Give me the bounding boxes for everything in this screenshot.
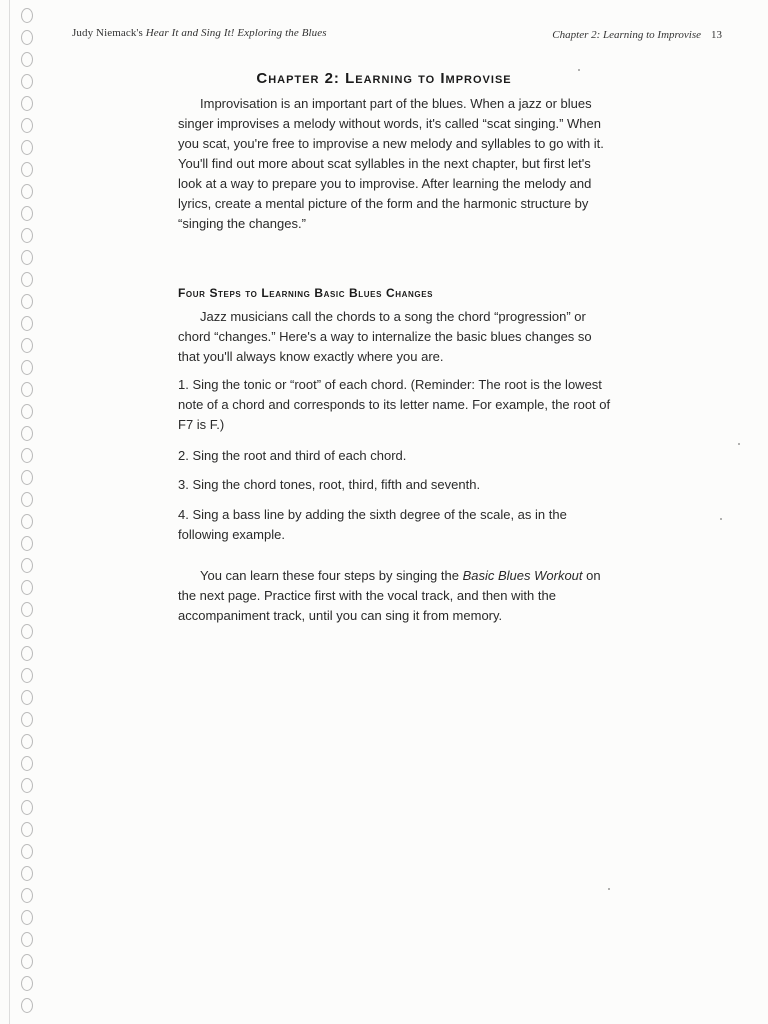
binding-hole: [21, 690, 33, 705]
binding-hole: [21, 646, 33, 661]
binding-hole: [21, 668, 33, 683]
header-book-name: Hear It and Sing It! Exploring the Blues: [145, 27, 327, 39]
chapter-title: Chapter 2: Learning to Improvise: [256, 70, 512, 87]
binding-hole: [21, 360, 33, 375]
binding-hole: [21, 866, 33, 881]
binding-hole: [21, 206, 33, 221]
binding-hole: [21, 404, 33, 419]
binding-hole: [21, 558, 33, 573]
binding-hole: [21, 272, 33, 287]
binding-hole: [21, 96, 33, 111]
binding-hole: [21, 536, 33, 551]
binding-hole: [21, 954, 33, 969]
binding-hole: [21, 910, 33, 925]
binding-hole: [21, 8, 33, 23]
binding-hole: [21, 800, 33, 815]
binding-hole: [21, 844, 33, 859]
binding-hole: [21, 492, 33, 507]
binding-hole: [21, 294, 33, 309]
header-author: Judy Niemack's: [72, 27, 146, 39]
binding-hole: [21, 976, 33, 991]
running-header: [72, 24, 722, 44]
binding-hole: [21, 734, 33, 749]
step-4: 4. Sing a bass line by adding the sixth degree of the scale, as in the following example.: [178, 507, 567, 542]
scan-speck: [578, 69, 580, 71]
header-chapter: [552, 29, 722, 41]
closing-text-end: on the next page. Practice first with the vocal track, and then with the accompaniment track, until you can sing it from memory.: [178, 568, 601, 623]
binding-hole: [21, 514, 33, 529]
binding-hole: [21, 30, 33, 45]
binding-hole: [21, 140, 33, 155]
intro-paragraph: Improvisation is an important part of the blues. When a jazz or blues singer improvises a melody without words, it's called “scat singing.” When you scat, you're free to improvise a new melody and syllables to go with it. You'll find out more about scat syllables in the next chapter, but first let's look at a way to prepare you to improvise. After learning the melody and lyrics, create a mental picture of the form and the harmonic structure by “singing the changes.”: [178, 96, 604, 231]
binding-hole: [21, 470, 33, 485]
step-1: 1. Sing the tonic or “root” of each chord. (Reminder: The root is the lowest note of a chord and corresponds to its letter name. For example, the root of F7 is F.): [178, 377, 611, 432]
binding-hole: [21, 184, 33, 199]
binding-hole: [21, 228, 33, 243]
binding-hole: [21, 998, 33, 1013]
header-book-title: [72, 27, 327, 39]
page-number: 13: [711, 29, 722, 41]
binding-hole: [21, 426, 33, 441]
binding-hole: [21, 712, 33, 727]
section-heading: Four Steps to Learning Basic Blues Changes: [178, 286, 434, 300]
binding-hole: [21, 338, 33, 353]
binding-hole: [21, 52, 33, 67]
binding-hole: [21, 382, 33, 397]
scan-speck: [720, 518, 722, 520]
binding-hole: [21, 932, 33, 947]
binding-hole: [21, 756, 33, 771]
closing-paragraph: [178, 566, 613, 626]
basic-blues-workout-title: Basic Blues Workout: [462, 568, 583, 583]
binding-hole: [21, 822, 33, 837]
section-intro-paragraph: Jazz musicians call the chords to a song the chord “progression” or chord “changes.” Here's a way to internalize the basic blues changes so that you'll always know exactly where you are.: [178, 309, 592, 364]
binding-hole: [21, 448, 33, 463]
binding-hole: [21, 602, 33, 617]
header-chapter-name: Chapter 2: Learning to Improvise: [552, 29, 701, 41]
binding-hole: [21, 118, 33, 133]
step-3: 3. Sing the chord tones, root, third, fifth and seventh.: [178, 477, 481, 492]
binding-hole: [21, 580, 33, 595]
step-2: 2. Sing the root and third of each chord.: [178, 448, 407, 463]
binding-hole: [21, 624, 33, 639]
binding-hole: [21, 778, 33, 793]
binding-holes: [0, 0, 44, 1024]
closing-text-start: You can learn these four steps by singing the: [200, 568, 463, 583]
scan-speck: [608, 888, 610, 890]
binding-hole: [21, 162, 33, 177]
scan-speck: [738, 443, 740, 445]
binding-hole: [21, 316, 33, 331]
binding-hole: [21, 888, 33, 903]
binding-hole: [21, 250, 33, 265]
